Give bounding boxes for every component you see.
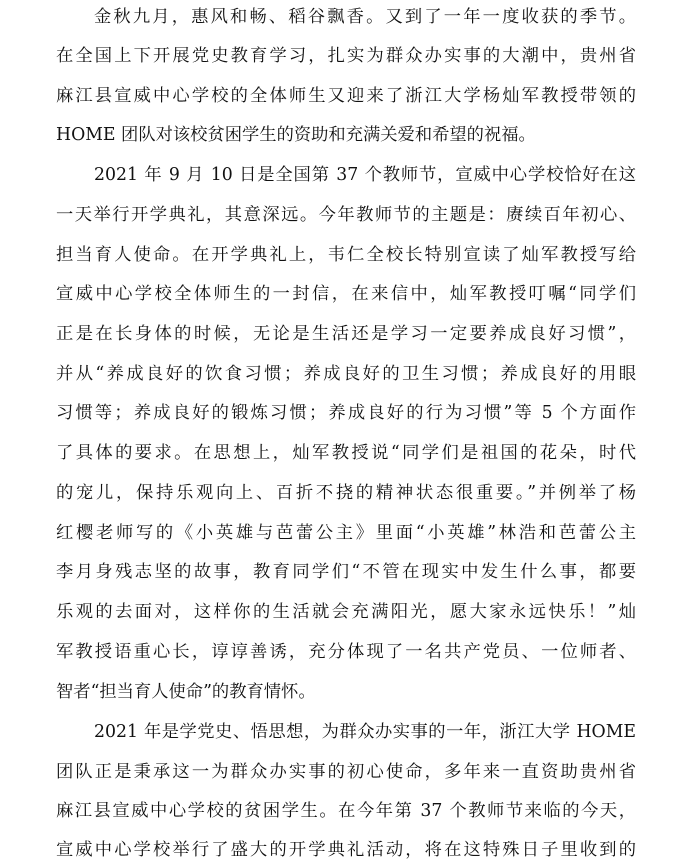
paragraph-1-line-3: 麻江县宣威中心学校的全体师生又迎来了浙江大学杨灿军教授带领的 [56,86,636,106]
paragraph-2-line-4: 宣威中心学校全体师生的一封信，在来信中，灿军教授叮嘱“同学们 [56,284,636,304]
paragraph-2-line-6: 并从“养成良好的饮食习惯；养成良好的卫生习惯；养成良好的用眼 [56,364,636,384]
paragraph-2-line-9: 的宠儿，保持乐观向上、百折不挠的精神状态很重要。”并例举了杨 [56,483,636,503]
paragraph-1-line-4: HOME 团队对该校贫困学生的资助和充满关爱和希望的祝福。 [56,125,536,145]
paragraph-3-line-3: 麻江县宣威中心学校的贫困学生。在今年第 37 个教师节来临的今天， [56,801,636,821]
paragraph-2-line-2: 一天举行开学典礼，其意深远。今年教师节的主题是：赓续百年初心、 [56,205,636,225]
paragraph-2-line-1: 2021 年 9 月 10 日是全国第 37 个教师节，宣威中心学校恰好在这 [94,165,636,185]
paragraph-2-line-12: 乐观的去面对，这样你的生活就会充满阳光，愿大家永远快乐！”灿 [56,602,636,622]
paragraph-2-line-8: 了具体的要求。在思想上，灿军教授说“同学们是祖国的花朵，时代 [56,443,636,463]
paragraph-2-line-11: 李月身残志坚的故事，教育同学们“不管在现实中发生什么事，都要 [56,562,636,582]
paragraph-2-line-5: 正是在长身体的时候，无论是生活还是学习一定要养成良好习惯”， [56,324,636,344]
paragraph-3-line-4: 宣威中心学校举行了盛大的开学典礼活动，将在这特殊日子里收到的 [56,840,636,860]
paragraph-3-line-1: 2021 年是学党史、悟思想，为群众办实事的一年，浙江大学 HOME [94,722,636,742]
paragraph-2-line-14: 智者“担当育人使命”的教育情怀。 [56,682,316,702]
paragraph-1-line-2: 在全国上下开展党史教育学习，扎实为群众办实事的大潮中，贵州省 [56,46,636,66]
paragraph-1-line-1: 金秋九月，惠风和畅、稻谷飘香。又到了一年一度收获的季节。 [94,7,636,27]
paragraph-2-line-7: 习惯等；养成良好的锻炼习惯；养成良好的行为习惯”等 5 个方面作 [56,403,636,423]
paragraph-3-line-2: 团队正是秉承这一为群众办实事的初心使命，多年来一直资助贵州省 [56,762,636,782]
paragraph-2-line-13: 军教授语重心长，谆谆善诱，充分体现了一名共产党员、一位师者、 [56,642,636,662]
paragraph-2-line-10: 红樱老师写的《小英雄与芭蕾公主》里面“小英雄”林浩和芭蕾公主 [56,523,636,543]
paragraph-2-line-3: 担当育人使命。在开学典礼上，韦仁全校长特别宣读了灿军教授写给 [56,245,636,265]
